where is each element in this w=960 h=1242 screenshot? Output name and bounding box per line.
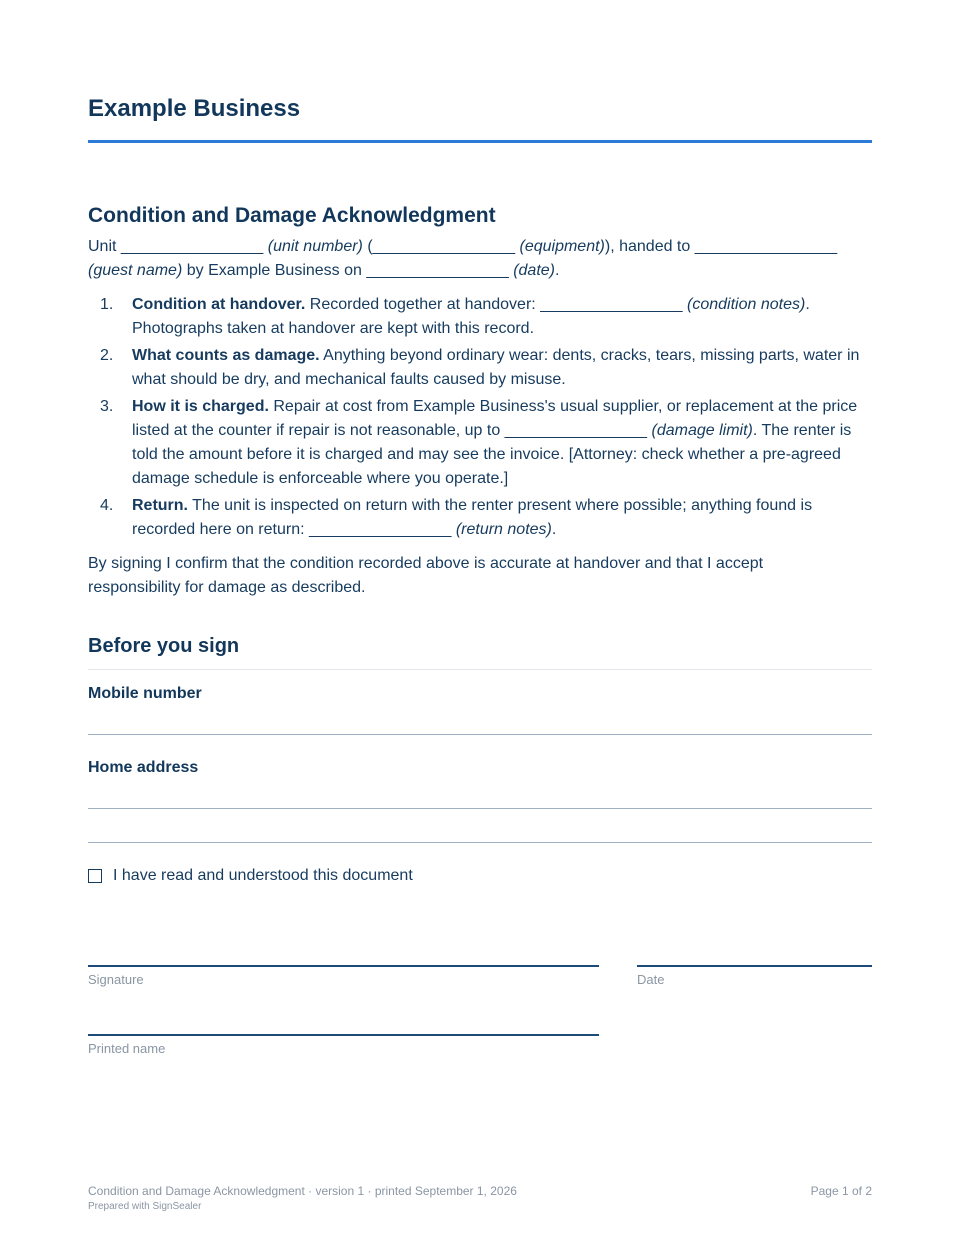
signature-label: Signature — [88, 972, 144, 987]
mobile-number-label: Mobile number — [88, 685, 202, 702]
guest-name-hint: (guest name) — [88, 262, 183, 279]
document-title: Condition and Damage Acknowledgment — [88, 204, 496, 227]
clause-heading: Return. — [132, 497, 188, 514]
document-page — [88, 0, 872, 1242]
home-address-field-line-2[interactable] — [88, 842, 872, 843]
return-notes-blank[interactable]: ________________ — [309, 521, 452, 538]
section-divider — [88, 669, 872, 670]
unit-number-hint: (unit number) — [267, 238, 363, 255]
clause-list — [88, 293, 872, 545]
confirmation-statement: By signing I confirm that the condition recorded above is accurate at handover and that I accept responsibility for damage as described. — [88, 555, 764, 596]
condition-notes-hint: (condition notes) — [687, 296, 806, 313]
acknowledgment-checkbox-label: I have read and understood this document — [113, 867, 413, 884]
equipment-open-paren: ( — [367, 238, 373, 255]
header-divider — [88, 140, 872, 143]
acknowledgment-checkbox[interactable] — [88, 869, 102, 883]
date-hint: (date) — [513, 262, 555, 279]
footer-credit: Prepared with SignSealer — [88, 1201, 202, 1212]
clause-text: The unit is inspected on return with the renter present where possible; anything found is recorded here on return: — [132, 497, 813, 538]
damage-limit-blank[interactable]: ________________ — [504, 422, 648, 439]
equipment-blank[interactable]: ________________ — [372, 238, 516, 255]
clause-item — [88, 344, 872, 392]
clause-text-after: . Photographs taken at handover are kept with this record. — [132, 296, 810, 337]
unit-number-blank[interactable]: ________________ — [120, 238, 264, 255]
clause-number: 3. — [100, 398, 114, 415]
unit-label: Unit — [88, 238, 117, 255]
clause-heading: How it is charged. — [132, 398, 269, 415]
clause-item — [88, 395, 872, 491]
clause-text: Repair at cost from Example Business's usual supplier, or replacement at the price listed at the counter if repair is not reasonable, up to — [132, 398, 858, 439]
mobile-number-field[interactable] — [88, 734, 872, 735]
handed-to-text: ), handed to — [604, 238, 691, 255]
home-address-field-line-1[interactable] — [88, 808, 872, 809]
intro-paragraph — [88, 235, 872, 283]
clause-number: 1. — [100, 296, 114, 313]
signature-line[interactable] — [88, 965, 599, 967]
return-notes-hint: (return notes) — [455, 521, 552, 538]
clause-heading: What counts as damage. — [132, 347, 320, 364]
intro-period: . — [555, 262, 560, 279]
clause-text: Anything beyond ordinary wear: dents, cracks, tears, missing parts, water in what should be dry, and mechanical faults caused by misuse. — [132, 347, 860, 388]
date-blank[interactable]: ________________ — [366, 262, 509, 279]
home-address-label: Home address — [88, 759, 199, 776]
clause-heading: Condition at handover. — [132, 296, 306, 313]
guest-name-blank[interactable]: ________________ — [694, 238, 838, 255]
clause-item — [88, 494, 872, 542]
date-label: Date — [637, 972, 665, 987]
clause-text-after: . The renter is told the amount before it is charged and may see the invoice. [Attorney: check whether a pre-agreed damage schedule is enforceable where you operate.] — [132, 422, 852, 487]
condition-notes-blank[interactable]: ________________ — [540, 296, 683, 313]
page-number: Page 1 of 2 — [810, 1184, 872, 1198]
footer-document-info: Condition and Damage Acknowledgment · version 1 · printed September 1, 2026 — [88, 1184, 517, 1198]
printed-name-label: Printed name — [88, 1041, 166, 1056]
equipment-hint: (equipment) — [519, 238, 605, 255]
acknowledgment-checkbox-row[interactable] — [88, 866, 413, 886]
clause-item — [88, 293, 872, 341]
business-name: Example Business — [88, 95, 301, 122]
printed-name-line[interactable] — [88, 1034, 599, 1036]
clause-text: Recorded together at handover: — [309, 296, 536, 313]
date-line[interactable] — [637, 965, 872, 967]
by-business-text: by Example Business on — [186, 262, 362, 279]
clause-number: 2. — [100, 347, 114, 364]
clause-text-after: . — [551, 521, 557, 538]
before-you-sign-heading: Before you sign — [88, 635, 240, 657]
damage-limit-hint: (damage limit) — [651, 422, 753, 439]
clause-number: 4. — [100, 497, 114, 514]
